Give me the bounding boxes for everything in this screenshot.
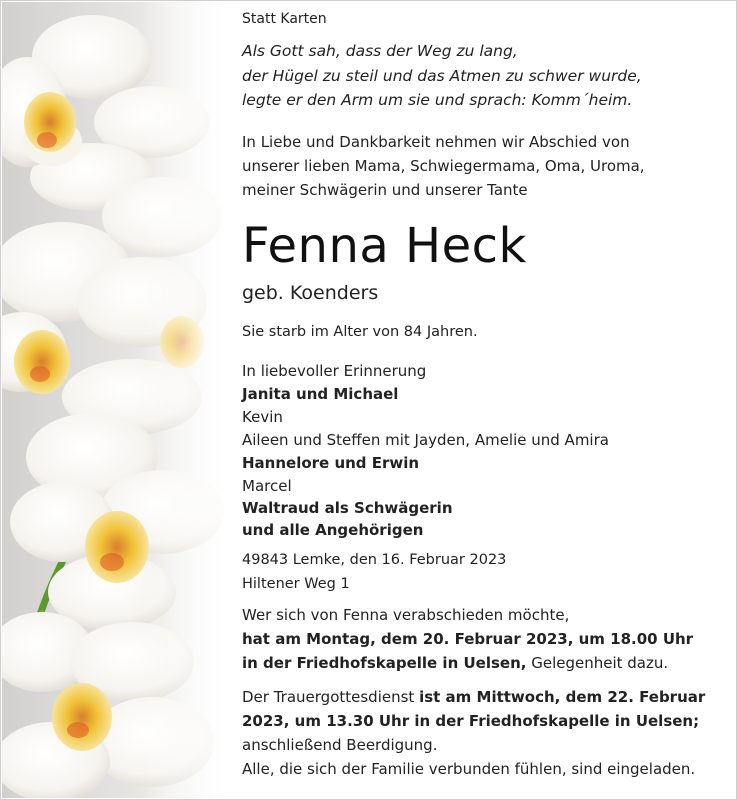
mourner-line: Hannelore und Erwin (242, 454, 420, 472)
farewell-line: hat am Montag, dem 20. Februar 2023, um 18.00 Uhr (242, 630, 694, 648)
age-text: Sie starb im Alter von 84 Jahren. (242, 324, 478, 340)
service-line: Alle, die sich der Familie verbunden fühlen, sind eingeladen. (242, 760, 696, 778)
service-intro: Der Trauergottesdienst (242, 688, 420, 706)
farewell-line: Wer sich von Fenna verabschieden möchte, (242, 606, 570, 624)
mourner-line: Marcel (242, 477, 292, 495)
street-address: Hiltener Weg 1 (242, 576, 350, 592)
poem-line: der Hügel zu steil und das Atmen zu schwer wurde, (242, 67, 642, 85)
farewell-line (242, 654, 668, 673)
farewell-location: in der Friedhofskapelle in Uelsen, (242, 654, 527, 672)
mourner-line: Waltraud als Schwägerin (242, 499, 453, 517)
intro-line: In Liebe und Dankbarkeit nehmen wir Abschied von (242, 133, 630, 151)
service-date: ist am Mittwoch, dem 22. Februar (419, 688, 706, 706)
poem-line: legte er den Arm um sie und sprach: Komm´heim. (242, 91, 633, 109)
service-line: anschließend Beerdigung. (242, 736, 438, 754)
service-line (242, 688, 705, 707)
statt-karten: Statt Karten (242, 11, 327, 27)
deceased-name: Fenna Heck (242, 218, 527, 274)
service-line: 2023, um 13.30 Uhr in der Friedhofskapelle in Uelsen; (242, 712, 700, 730)
mourner-line: Janita und Michael (242, 385, 399, 403)
orchid-flowers-image (2, 2, 234, 798)
maiden-name: geb. Koenders (242, 282, 379, 304)
mourner-line: und alle Angehörigen (242, 521, 424, 539)
mourners-heading: In liebevoller Erinnerung (242, 362, 427, 380)
mourner-line: Kevin (242, 408, 283, 426)
mourner-line: Aileen und Steffen mit Jayden, Amelie und Amira (242, 431, 609, 449)
intro-line: unserer lieben Mama, Schwiegermama, Oma, Uroma, (242, 157, 645, 175)
farewell-rest: Gelegenheit dazu. (526, 654, 669, 672)
intro-line: meiner Schwägerin und unserer Tante (242, 181, 528, 199)
poem-line: Als Gott sah, dass der Weg zu lang, (242, 42, 518, 60)
place-date: 49843 Lemke, den 16. Februar 2023 (242, 552, 507, 568)
